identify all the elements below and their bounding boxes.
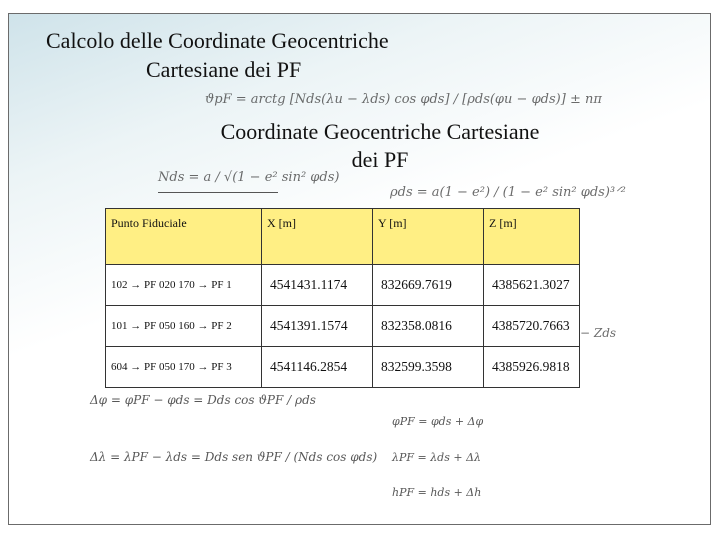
table-row bbox=[106, 306, 580, 347]
cell-x: 4541431.1174 bbox=[262, 265, 373, 306]
cell-y: 832669.7619 bbox=[373, 265, 484, 306]
subtitle-line-1: Coordinate Geocentriche Cartesiane bbox=[220, 119, 540, 144]
section-subtitle bbox=[160, 118, 600, 174]
n-radius-fraction-bar bbox=[158, 192, 278, 193]
lambda-pf-formula: λPF = λds + Δλ bbox=[392, 451, 481, 464]
delta-lambda-formula: Δλ = λPF − λds = Dds sen ϑPF / (Nds cos φds) bbox=[90, 450, 378, 464]
title-line-1: Calcolo delle Coordinate Geocentriche bbox=[46, 28, 389, 53]
title-line-2: Cartesiane dei PF bbox=[146, 57, 302, 82]
table-row bbox=[106, 265, 580, 306]
cell-x: 4541391.1574 bbox=[262, 306, 373, 347]
z-term-formula: − Zds bbox=[580, 326, 617, 340]
cell-y: 832358.0816 bbox=[373, 306, 484, 347]
cell-x: 4541146.2854 bbox=[262, 347, 373, 388]
subtitle-line-2: dei PF bbox=[351, 147, 409, 172]
cell-punto: 101 → PF 050 160 → PF 2 bbox=[106, 306, 262, 347]
cell-z: 4385621.3027 bbox=[484, 265, 580, 306]
cell-z: 4385926.9818 bbox=[484, 347, 580, 388]
header-z: Z [m] bbox=[484, 209, 580, 265]
cell-punto: 604 → PF 050 170 → PF 3 bbox=[106, 347, 262, 388]
table-header-row bbox=[106, 209, 580, 265]
rho-radius-formula: ρds = a(1 − e²) / (1 − e² sin² φds)³ᐟ² bbox=[390, 185, 626, 200]
table-row bbox=[106, 347, 580, 388]
azimuth-formula: ϑpF = arctg [Nds(λu − λds) cos φds] / [ρds(φu − φds)] ± nπ bbox=[205, 92, 602, 107]
cell-punto: 102 → PF 020 170 → PF 1 bbox=[106, 265, 262, 306]
cell-z: 4385720.7663 bbox=[484, 306, 580, 347]
cell-y: 832599.3598 bbox=[373, 347, 484, 388]
header-x: X [m] bbox=[262, 209, 373, 265]
header-punto-fiduciale: Punto Fiduciale bbox=[106, 209, 262, 265]
coordinates-table bbox=[105, 208, 580, 388]
phi-pf-formula: φPF = φds + Δφ bbox=[392, 415, 484, 428]
h-pf-formula: hPF = hds + Δh bbox=[392, 486, 482, 499]
delta-phi-formula: Δφ = φPF − φds = Dds cos ϑPF / ρds bbox=[90, 393, 316, 407]
n-radius-formula: Nds = a / √(1 − e² sin² φds) bbox=[158, 170, 340, 185]
header-y: Y [m] bbox=[373, 209, 484, 265]
slide-title bbox=[46, 26, 466, 84]
